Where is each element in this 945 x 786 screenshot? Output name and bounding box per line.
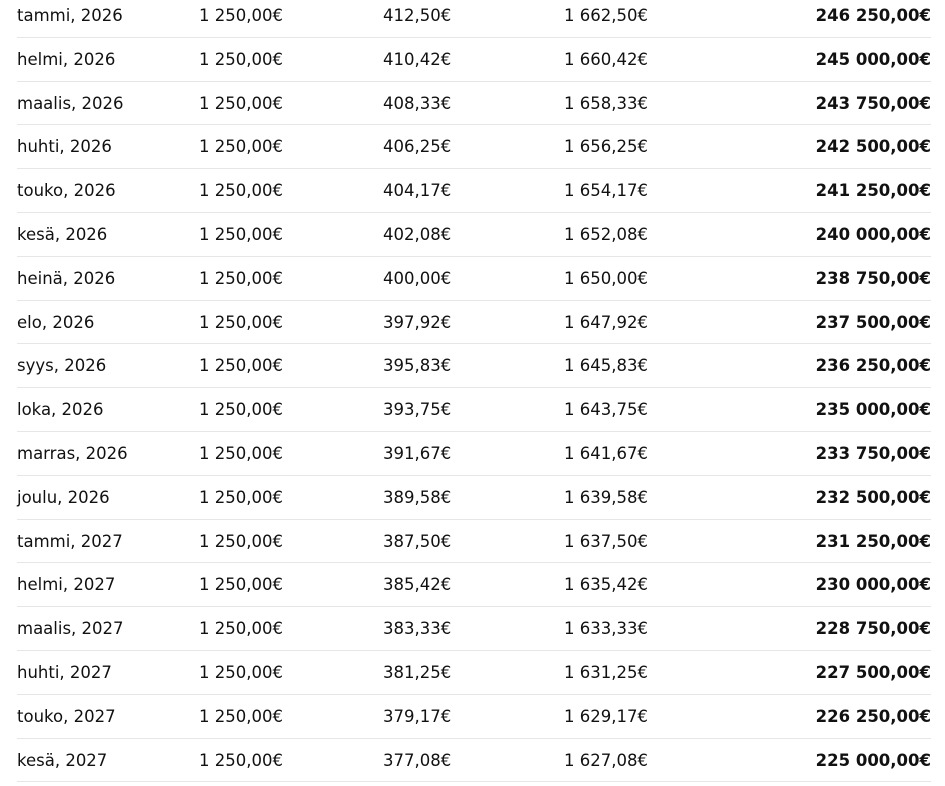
interest-cell: 395,83€	[383, 356, 452, 376]
payment-cell: 1 633,33€	[564, 619, 648, 639]
balance-cell: 245 000,00€	[815, 49, 931, 69]
balance-cell: 232 500,00€	[815, 487, 931, 507]
balance-cell: 230 000,00€	[815, 575, 931, 595]
principal-cell: 1 250,00€	[199, 49, 283, 69]
month-cell: tammi, 2027	[17, 531, 123, 551]
principal-cell: 1 250,00€	[199, 6, 283, 25]
interest-cell: 385,42€	[383, 575, 452, 595]
table-row	[17, 432, 931, 476]
balance-cell: 236 250,00€	[815, 356, 931, 376]
principal-cell: 1 250,00€	[199, 487, 283, 507]
interest-cell: 404,17€	[383, 181, 452, 201]
balance-cell: 243 750,00€	[815, 93, 931, 113]
table-row	[17, 38, 931, 82]
balance-cell: 226 250,00€	[815, 706, 931, 726]
payment-cell: 1 631,25€	[564, 662, 648, 682]
interest-cell: 408,33€	[383, 93, 452, 113]
interest-cell: 412,50€	[383, 6, 452, 25]
principal-cell: 1 250,00€	[199, 443, 283, 463]
principal-cell: 1 250,00€	[199, 750, 283, 770]
payment-cell: 1 629,17€	[564, 706, 648, 726]
balance-cell: 228 750,00€	[815, 619, 931, 639]
payment-cell: 1 662,50€	[564, 6, 648, 25]
month-cell: loka, 2026	[17, 400, 104, 420]
interest-cell: 389,58€	[383, 487, 452, 507]
balance-cell: 237 500,00€	[815, 312, 931, 332]
principal-cell: 1 250,00€	[199, 706, 283, 726]
month-cell: syys, 2026	[17, 356, 107, 376]
table-row	[17, 257, 931, 301]
month-cell: helmi, 2027	[17, 575, 116, 595]
month-cell: marras, 2026	[17, 443, 128, 463]
principal-cell: 1 250,00€	[199, 137, 283, 157]
interest-cell: 377,08€	[383, 750, 452, 770]
month-cell: huhti, 2026	[17, 137, 112, 157]
table-row	[17, 125, 931, 169]
balance-cell: 241 250,00€	[815, 181, 931, 201]
table-row	[17, 82, 931, 126]
interest-cell: 387,50€	[383, 531, 452, 551]
interest-cell: 400,00€	[383, 268, 452, 288]
month-cell: kesä, 2027	[17, 750, 108, 770]
amortization-table	[17, 0, 931, 782]
month-cell: huhti, 2027	[17, 662, 112, 682]
table-row	[17, 476, 931, 520]
month-cell: kesä, 2026	[17, 224, 108, 244]
payment-cell: 1 660,42€	[564, 49, 648, 69]
principal-cell: 1 250,00€	[199, 224, 283, 244]
principal-cell: 1 250,00€	[199, 312, 283, 332]
balance-cell: 225 000,00€	[815, 750, 931, 770]
interest-cell: 406,25€	[383, 137, 452, 157]
interest-cell: 397,92€	[383, 312, 452, 332]
interest-cell: 402,08€	[383, 224, 452, 244]
interest-cell: 391,67€	[383, 443, 452, 463]
payment-cell: 1 647,92€	[564, 312, 648, 332]
payment-cell: 1 643,75€	[564, 400, 648, 420]
table-row	[17, 563, 931, 607]
principal-cell: 1 250,00€	[199, 619, 283, 639]
principal-cell: 1 250,00€	[199, 268, 283, 288]
table-row	[17, 739, 931, 783]
balance-cell: 240 000,00€	[815, 224, 931, 244]
principal-cell: 1 250,00€	[199, 400, 283, 420]
payment-cell: 1 658,33€	[564, 93, 648, 113]
table-row	[17, 695, 931, 739]
month-cell: heinä, 2026	[17, 268, 116, 288]
principal-cell: 1 250,00€	[199, 181, 283, 201]
month-cell: tammi, 2026	[17, 6, 123, 25]
balance-cell: 238 750,00€	[815, 268, 931, 288]
payment-cell: 1 650,00€	[564, 268, 648, 288]
payment-cell: 1 635,42€	[564, 575, 648, 595]
balance-cell: 246 250,00€	[815, 6, 931, 25]
table-row	[17, 651, 931, 695]
table-row	[17, 169, 931, 213]
payment-cell: 1 639,58€	[564, 487, 648, 507]
payment-cell: 1 627,08€	[564, 750, 648, 770]
principal-cell: 1 250,00€	[199, 575, 283, 595]
balance-cell: 227 500,00€	[815, 662, 931, 682]
month-cell: touko, 2027	[17, 706, 116, 726]
table-row	[17, 213, 931, 257]
interest-cell: 379,17€	[383, 706, 452, 726]
month-cell: maalis, 2026	[17, 93, 124, 113]
table-row	[17, 301, 931, 345]
payment-cell: 1 645,83€	[564, 356, 648, 376]
month-cell: touko, 2026	[17, 181, 116, 201]
interest-cell: 381,25€	[383, 662, 452, 682]
payment-cell: 1 654,17€	[564, 181, 648, 201]
payment-cell: 1 652,08€	[564, 224, 648, 244]
table-row	[17, 388, 931, 432]
balance-cell: 242 500,00€	[815, 137, 931, 157]
payment-cell: 1 656,25€	[564, 137, 648, 157]
principal-cell: 1 250,00€	[199, 662, 283, 682]
month-cell: helmi, 2026	[17, 49, 116, 69]
table-row	[17, 344, 931, 388]
interest-cell: 410,42€	[383, 49, 452, 69]
balance-cell: 233 750,00€	[815, 443, 931, 463]
table-row	[17, 0, 931, 38]
principal-cell: 1 250,00€	[199, 93, 283, 113]
balance-cell: 235 000,00€	[815, 400, 931, 420]
month-cell: joulu, 2026	[17, 487, 110, 507]
principal-cell: 1 250,00€	[199, 356, 283, 376]
month-cell: elo, 2026	[17, 312, 95, 332]
payment-cell: 1 641,67€	[564, 443, 648, 463]
month-cell: maalis, 2027	[17, 619, 124, 639]
table-row	[17, 607, 931, 651]
principal-cell: 1 250,00€	[199, 531, 283, 551]
payment-cell: 1 637,50€	[564, 531, 648, 551]
balance-cell: 231 250,00€	[815, 531, 931, 551]
interest-cell: 383,33€	[383, 619, 452, 639]
table-row	[17, 520, 931, 564]
interest-cell: 393,75€	[383, 400, 452, 420]
